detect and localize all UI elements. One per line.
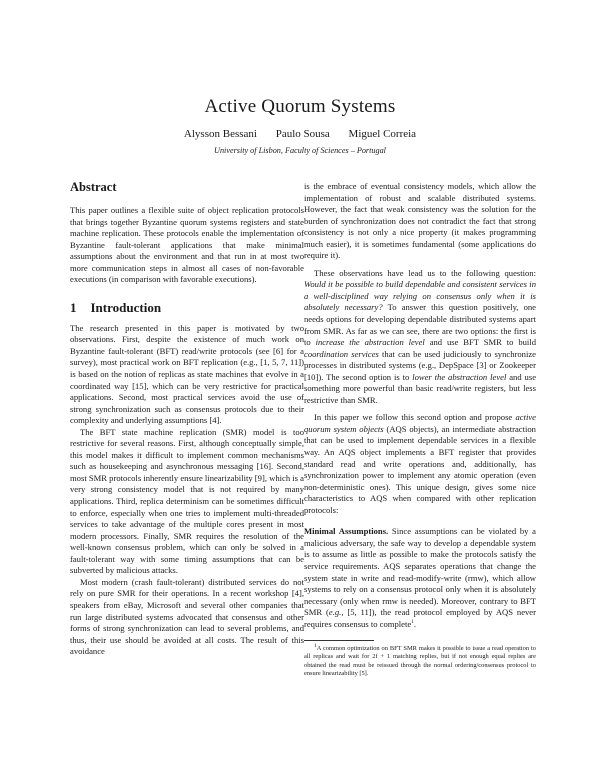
author-name: Alysson Bessani (183, 128, 257, 140)
section-title: Introduction (90, 299, 162, 315)
abstract-heading: Abstract (70, 180, 117, 194)
right-column (304, 181, 536, 678)
text-run: Since assumptions can be violated by a malicious adversary, the safe way to develop a dependable system is to assume as little as possible to make the protocols satisfy the service requirements. AQS separates operations that change the system state in write and read-modify-write (rmw), which allow systems to rely on a consensus protocol only when it is absolutely necessary (only when rmw is needed). Moreover, contrary to BFT SMR ( (304, 526, 536, 618)
intro-paragraph-2: The BFT state machine replication (SMR) model is too restrictive for several reasons. First, although conceptually simple, this model makes it difficult to implement common mechanisms such as housekeeping and asynchronous messaging [16]. Second, most SMR protocols inherently ensure linearizability [9], which is a very strong consistency model that is not required by many applications. Third, replica determinism can be sometimes difficult to enforce, especially when one tries to implement multi-threaded services to take advantage of the multiple cores present in most modern processors. Finally, SMR requires the resolution of the well-known consensus problem, which can only be solved in a fault-tolerant way with some timing assumptions that can be subverted by malicious attacks. (70, 426, 304, 576)
abstract-text: This paper outlines a flexible suite of object replication protocols that brings together Byzantine quorum systems registers and state machine replication. These protocols enable the implementation of Byzantine fault-tolerant applications that make minimal assumptions about the environment and that run in at most two more communication steps in almost all cases of non-favorable executions (in comparison with favorable executions). (70, 205, 304, 285)
text-run: In this paper we follow this second option and propose (314, 412, 516, 423)
minimal-assumptions-paragraph (304, 526, 536, 630)
section-heading-introduction (70, 300, 304, 315)
text-run: , [5, 11]), the read protocol employed by AQS never requires consensus to complete (304, 607, 536, 629)
emphasis: coordination services (304, 348, 379, 359)
research-question: Would it be possible to build dependable and consistent services in a well-disciplined way relying on consensus only when it is absolutely necessary? (304, 279, 536, 313)
section-number: 1 (70, 299, 77, 315)
author-name: Paulo Sousa (275, 128, 330, 140)
footnote-number: 1 (314, 643, 317, 650)
affiliation: University of Lisbon, Faculty of Sciences – Portugal (214, 146, 386, 155)
emphasis: e.g. (328, 607, 342, 618)
intro-paragraph-3-continued: is the embrace of eventual consistency models, which allow the implementation of robust and scalable distributed systems. However, the fact that weak consistency was the solution for the burden of synchronization does not contradict the fact that strong consistency is not only a nice property (it makes programming much easier), it is sometimes fundamental (some applications do require it). (304, 181, 536, 261)
emphasis: lower the abstraction level (412, 371, 507, 382)
intro-paragraph-3: Most modern (crash fault-tolerant) distributed services do not rely on pure SMR for their operations. In a recent workshop [4], speakers from eBay, Microsoft and several other companies that run large distributed systems advocated that consensus and other forms of strong synchronization can lead to several problems, and thus, their use should be avoided at all costs. The result of this avoidance (70, 576, 304, 657)
footnote (304, 645, 536, 678)
runin-heading: Minimal Assumptions. (304, 526, 389, 537)
left-column (70, 180, 304, 658)
text-run: and use BFT SMR to build (424, 337, 536, 348)
text-run: These observations have lead us to the following question: (314, 267, 536, 278)
footnote-rule (304, 640, 374, 641)
footnote-marker: 1 (411, 618, 414, 625)
text-run: (AQS objects), an intermediate abstraction that can be used to implement dependable services in a flexible way. An AQS object implements a BFT register that provides standard read and write operations and, additionally, has synchronization power to implement any atomic operation (even non-deterministic ones). This unique design, gives some nice characteristics to AQS when compared with other replication protocols: (304, 423, 536, 515)
intro-paragraph-4 (304, 268, 536, 407)
text-run: and use something more powerful than basic read/write registers, but less restrictive than SMR. (304, 371, 537, 405)
emphasis: active quorum system objects (304, 412, 536, 434)
footnote-text: A common optimization on BFT SMR makes it possible to issue a read operation to all replicas and wait for 2f + 1 matching replies, but if not enough equal replies are obtained the read must be reissued through the normal ordering/consensus protocol to ensure linearizability [5]. (304, 645, 536, 677)
author-list (0, 128, 600, 140)
intro-paragraph-1: The research presented in this paper is motivated by two observations. First, despite the existence of much work on Byzantine fault-tolerant (BFT) read/write protocols (see [6] for a survey), most practical work on BFT replication (e.g., [1, 5, 7, 11]) is based on the notion of replicas as state machines that evolve in a coordinated way [15], which can be very restrictive for practical applications. Second, most practical services avoid the use of strong synchronization such as consensus protocols due to their complexity and underlying assumptions [4]. (70, 322, 304, 426)
intro-paragraph-5 (304, 412, 536, 516)
text-run: that can be used judiciously to synchronize processes in distributed systems (e.g., DepSpace [3] or Zookeeper [10]). The second option is to (304, 348, 536, 382)
text-run: . (413, 618, 417, 629)
text-run: To answer this question positively, one needs options for developing dependable distributed systems apart from SMR. As far as we can see, there are two options: the first is to (304, 302, 536, 348)
paper-title: Active Quorum Systems (204, 96, 396, 117)
emphasis: increase the abstraction level (315, 337, 425, 348)
author-name: Miguel Correia (348, 128, 417, 140)
